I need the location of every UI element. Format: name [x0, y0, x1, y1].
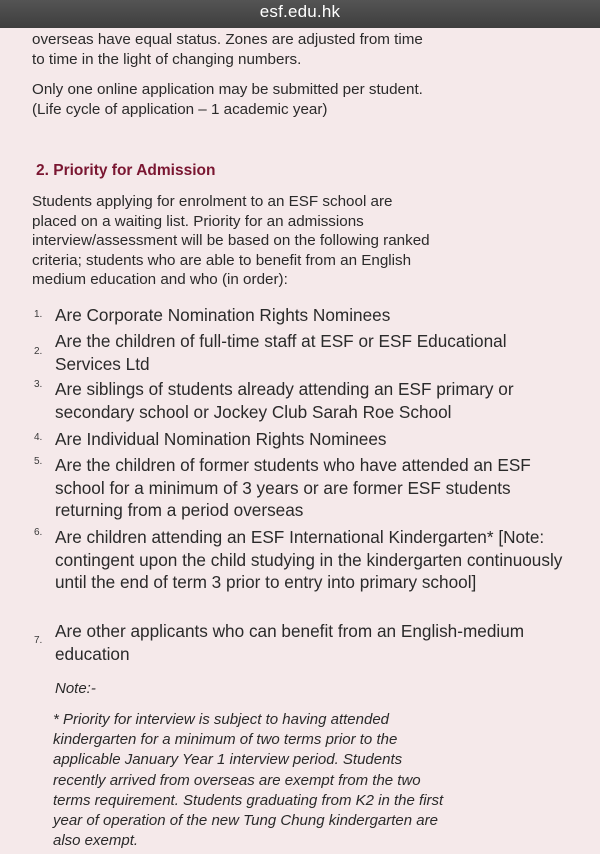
list-item-text: Are the children of full-time staff at ESF or ESF Educational Services Ltd [55, 331, 507, 374]
note-label: Note:- [55, 680, 96, 697]
browser-url-bar[interactable] [0, 0, 600, 28]
intro-paragraph-application-limit: Only one online application may be submitted per student. (Life cycle of application – 1 academic year) [32, 81, 423, 118]
page-content [0, 28, 600, 854]
list-item-text: Are the children of former students who have attended an ESF school for a minimum of 3 years or are former ESF students returning from a period overseas [55, 455, 531, 521]
url-text[interactable]: esf.edu.hk [259, 2, 341, 21]
list-item-text: Are siblings of students already attending an ESF primary or secondary school or Jockey Club Sarah Roe School [55, 379, 514, 422]
list-item-text: Are children attending an ESF International Kindergarten* [Note: contingent upon the child studying in the kindergarten continuously until the end of term 3 prior to entry into primary school] [55, 527, 563, 593]
note-text: * Priority for interview is subject to having attended kindergarten for a minimum of two terms prior to the applicable January Year 1 interview period. Students recently arrived from overseas are exempt from the two terms requirement. Students graduating from K2 in the first year of operation of the new Tung Chung kindergarten are also exempt. [53, 711, 444, 850]
list-item-number: 1. [34, 309, 43, 320]
section-heading-priority: 2. Priority for Admission [36, 162, 216, 179]
list-item-number: 4. [34, 432, 43, 443]
list-item-number: 7. [34, 635, 43, 646]
list-item-number: 2. [34, 346, 43, 357]
list-item-text: Are other applicants who can benefit from an English-medium education [55, 621, 525, 664]
list-item-text: Are Individual Nomination Rights Nominees [55, 429, 387, 449]
list-item-number: 6. [34, 527, 43, 538]
section-description: Students applying for enrolment to an ESF school are placed on a waiting list. Priority for an admissions interview/assessment will be based on the following ranked criteria; students who are able to benefit from an English medium education and who (in order): [32, 193, 430, 288]
list-item-text: Are Corporate Nomination Rights Nominees [55, 305, 391, 325]
list-item-number: 5. [34, 456, 43, 467]
list-item-number: 3. [34, 379, 43, 390]
intro-paragraph-zones: overseas have equal status. Zones are adjusted from time to time in the light of changing numbers. [32, 31, 423, 68]
